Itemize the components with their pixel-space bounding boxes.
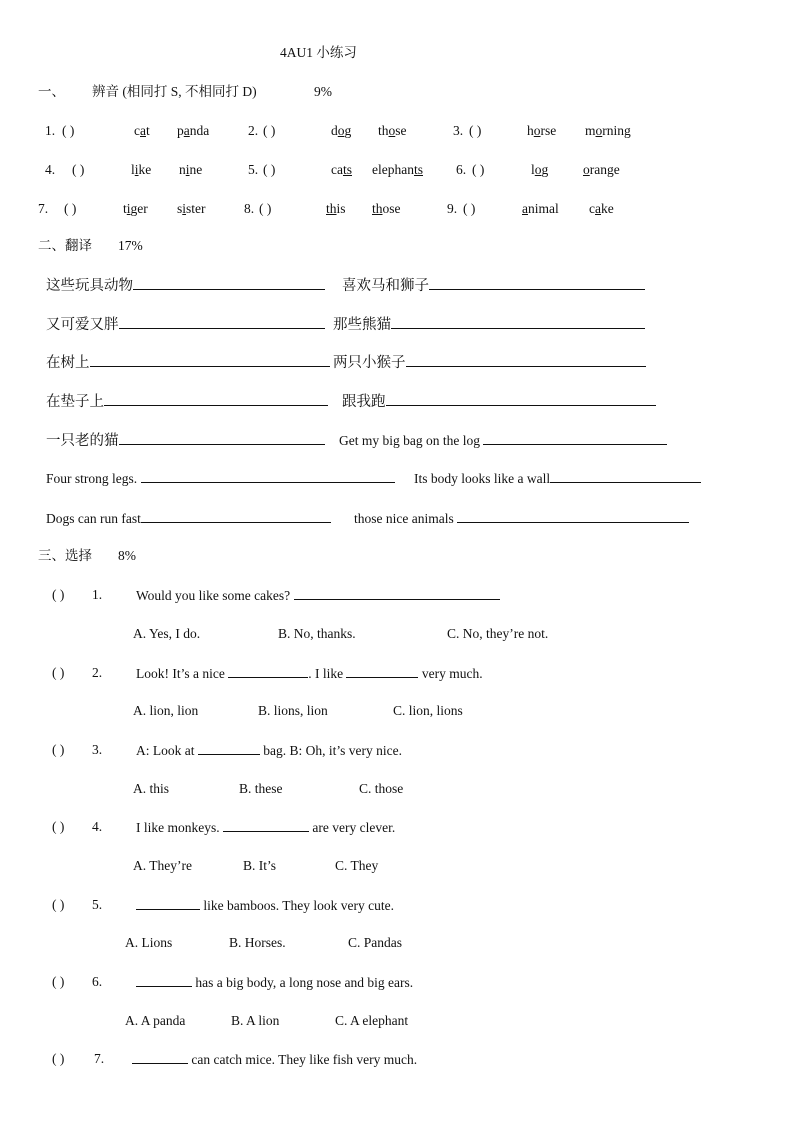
prompt-text: 那些熊猫	[333, 317, 391, 333]
item-number: 7.	[38, 201, 49, 216]
answer-option[interactable]: A. Yes, I do.	[133, 626, 201, 641]
prompt-text: 两只小猴子	[333, 355, 406, 371]
prompt-text: 在树上	[46, 355, 90, 371]
answer-blank[interactable]	[136, 896, 200, 910]
answer-option[interactable]: C. A elephant	[335, 1013, 409, 1028]
translation-item	[46, 315, 325, 334]
question-segment: like bamboos. They look very cute.	[200, 898, 394, 913]
phonics-word: panda	[177, 123, 210, 138]
answer-paren[interactable]: ( )	[64, 201, 77, 216]
phonics-word: cat	[134, 123, 150, 138]
answer-blank[interactable]	[228, 664, 308, 678]
answer-paren[interactable]: ( )	[52, 665, 65, 680]
question-number: 7.	[94, 1051, 105, 1066]
translation-item	[46, 431, 325, 450]
prompt-text: Its body looks like a wall	[414, 471, 551, 486]
underlined-letters: i	[185, 162, 190, 177]
phonics-word: those	[378, 123, 407, 138]
translation-item	[354, 509, 689, 528]
answer-blank[interactable]	[391, 315, 645, 329]
phonics-word: dog	[331, 123, 352, 138]
underlined-letters: i	[182, 201, 187, 216]
answer-blank[interactable]	[141, 509, 331, 523]
answer-paren[interactable]: ( )	[52, 742, 65, 757]
answer-option[interactable]: B. A lion	[231, 1013, 280, 1028]
answer-option[interactable]: B. lions, lion	[258, 703, 328, 718]
phonics-word: nine	[179, 162, 203, 177]
answer-blank[interactable]	[550, 469, 701, 483]
answer-blank[interactable]	[483, 431, 667, 445]
answer-option[interactable]: A. lion, lion	[133, 703, 199, 718]
answer-paren[interactable]: ( )	[263, 123, 276, 138]
prompt-text: 一只老的猫	[46, 433, 119, 449]
answer-paren[interactable]: ( )	[263, 162, 276, 177]
translation-item	[46, 276, 325, 295]
question-number: 2.	[92, 665, 103, 680]
prompt-text: Four strong legs.	[46, 471, 138, 486]
answer-paren[interactable]: ( )	[463, 201, 476, 216]
phonics-word: morning	[585, 123, 631, 138]
question-text	[136, 664, 483, 683]
phonics-word: cats	[331, 162, 352, 177]
translation-item	[414, 469, 701, 488]
answer-option[interactable]: C. No, they’re not.	[447, 626, 549, 641]
underlined-letters: a	[140, 123, 146, 138]
section1-title: 辨音 (相同打 S, 不相同打 D)	[92, 84, 257, 99]
answer-blank[interactable]	[133, 276, 325, 290]
item-number: 3.	[453, 123, 464, 138]
phonics-word: elephants	[372, 162, 423, 177]
phonics-word: those	[372, 201, 401, 216]
question-segment: Look! It’s a nice	[136, 666, 229, 681]
answer-option[interactable]: B. Horses.	[229, 935, 286, 950]
underlined-letters: o	[388, 123, 396, 138]
answer-paren[interactable]: ( )	[52, 819, 65, 834]
section1-score: 9%	[314, 84, 332, 99]
answer-option[interactable]: A. Lions	[125, 935, 173, 950]
answer-paren[interactable]: ( )	[469, 123, 482, 138]
phonics-word: sister	[177, 201, 206, 216]
question-text	[136, 818, 395, 837]
translation-item	[339, 431, 667, 450]
translation-item	[46, 392, 328, 411]
item-number: 5.	[248, 162, 259, 177]
question-text	[132, 1050, 417, 1069]
item-number: 4.	[45, 162, 56, 177]
answer-option[interactable]: A. They’re	[133, 858, 192, 873]
answer-option[interactable]: A. A panda	[125, 1013, 186, 1028]
translation-item	[46, 353, 330, 372]
translation-item	[46, 509, 331, 528]
prompt-text: 喜欢马和狮子	[342, 278, 429, 294]
underlined-letters: o	[533, 123, 541, 138]
question-number: 5.	[92, 897, 103, 912]
underlined-letters: a	[595, 201, 601, 216]
prompt-text: 又可爱又胖	[46, 317, 119, 333]
prompt-text: 跟我跑	[342, 394, 386, 410]
phonics-word: tiger	[123, 201, 148, 216]
answer-blank[interactable]	[294, 586, 500, 600]
answer-option[interactable]: C. those	[359, 781, 404, 796]
answer-paren[interactable]: ( )	[52, 897, 65, 912]
phonics-word: orange	[583, 162, 620, 177]
question-segment: very much.	[418, 666, 483, 681]
translation-item	[333, 315, 645, 334]
answer-paren[interactable]: ( )	[62, 123, 75, 138]
answer-option[interactable]: C. They	[335, 858, 379, 873]
answer-option[interactable]: A. this	[133, 781, 170, 796]
answer-blank[interactable]	[90, 353, 330, 367]
question-text	[136, 896, 394, 915]
translation-item	[46, 469, 395, 488]
section2-title: 二、翻译	[38, 238, 92, 253]
answer-option[interactable]: B. No, thanks.	[278, 626, 356, 641]
underlined-letters: o	[534, 162, 542, 177]
phonics-word: cake	[589, 201, 614, 216]
phonics-word: animal	[522, 201, 559, 216]
underlined-letters: a	[183, 123, 190, 138]
underlined-letters: o	[595, 123, 603, 138]
answer-blank[interactable]	[406, 353, 646, 367]
phonics-word: horse	[527, 123, 557, 138]
page-title: 4AU1 小练习	[280, 45, 357, 60]
underlined-letters: i	[126, 201, 131, 216]
answer-blank[interactable]	[457, 509, 689, 523]
underlined-letters: a	[522, 201, 528, 216]
underlined-letters: th	[372, 201, 383, 216]
answer-blank[interactable]	[386, 392, 656, 406]
answer-paren[interactable]: ( )	[72, 162, 85, 177]
question-segment: has a big body, a long nose and big ears.	[192, 975, 414, 990]
translation-item	[333, 353, 646, 372]
underlined-letters: i	[134, 162, 139, 177]
prompt-text: 这些玩具动物	[46, 278, 133, 294]
answer-blank[interactable]	[223, 818, 309, 832]
answer-blank[interactable]	[346, 664, 418, 678]
answer-blank[interactable]	[119, 315, 325, 329]
prompt-text: Get my big bag on the log	[339, 433, 480, 448]
section3-title: 三、选择	[38, 548, 92, 563]
question-segment: can catch mice. They like fish very much.	[188, 1052, 418, 1067]
section1-number: 一、	[38, 84, 65, 99]
question-segment: bag. B: Oh, it’s very nice.	[259, 743, 402, 758]
question-number: 3.	[92, 742, 103, 757]
underlined-letters: th	[326, 201, 337, 216]
question-segment: A: Look at	[136, 743, 198, 758]
answer-blank[interactable]	[136, 973, 192, 987]
prompt-text: Dogs can run fast	[46, 511, 141, 526]
answer-paren[interactable]: ( )	[472, 162, 485, 177]
phonics-word: this	[326, 201, 346, 216]
prompt-text: those nice animals	[354, 511, 454, 526]
answer-paren[interactable]: ( )	[52, 974, 65, 989]
question-text	[136, 741, 402, 760]
answer-blank[interactable]	[429, 276, 645, 290]
prompt-text: 在垫子上	[46, 394, 104, 410]
translation-item	[342, 276, 645, 295]
question-text	[136, 586, 500, 605]
question-number: 1.	[92, 587, 103, 602]
answer-paren[interactable]: ( )	[259, 201, 272, 216]
underlined-letters: o	[337, 123, 345, 138]
question-text	[136, 973, 413, 992]
underlined-letters: ts	[342, 162, 352, 177]
answer-blank[interactable]	[198, 741, 260, 755]
underlined-letters: o	[583, 162, 590, 177]
question-number: 4.	[92, 819, 103, 834]
answer-option[interactable]: C. Pandas	[348, 935, 402, 950]
question-segment: Would you like some cakes?	[136, 588, 294, 603]
phonics-word: like	[131, 162, 152, 177]
item-number: 8.	[244, 201, 255, 216]
answer-blank[interactable]	[132, 1050, 188, 1064]
section2-score: 17%	[118, 238, 143, 253]
item-number: 1.	[45, 123, 56, 138]
answer-option[interactable]: B. these	[239, 781, 283, 796]
question-segment: are very clever.	[309, 820, 396, 835]
answer-blank[interactable]	[104, 392, 328, 406]
answer-blank[interactable]	[141, 469, 395, 483]
answer-paren[interactable]: ( )	[52, 1051, 65, 1066]
phonics-word: log	[531, 162, 549, 177]
item-number: 9.	[447, 201, 458, 216]
section3-score: 8%	[118, 548, 136, 563]
question-number: 6.	[92, 974, 103, 989]
question-segment: . I like	[308, 666, 347, 681]
item-number: 6.	[456, 162, 467, 177]
item-number: 2.	[248, 123, 259, 138]
answer-blank[interactable]	[119, 431, 325, 445]
underlined-letters: ts	[413, 162, 423, 177]
answer-option[interactable]: C. lion, lions	[393, 703, 463, 718]
answer-option[interactable]: B. It’s	[243, 858, 277, 873]
translation-item	[342, 392, 656, 411]
question-segment: I like monkeys.	[136, 820, 223, 835]
answer-paren[interactable]: ( )	[52, 587, 65, 602]
